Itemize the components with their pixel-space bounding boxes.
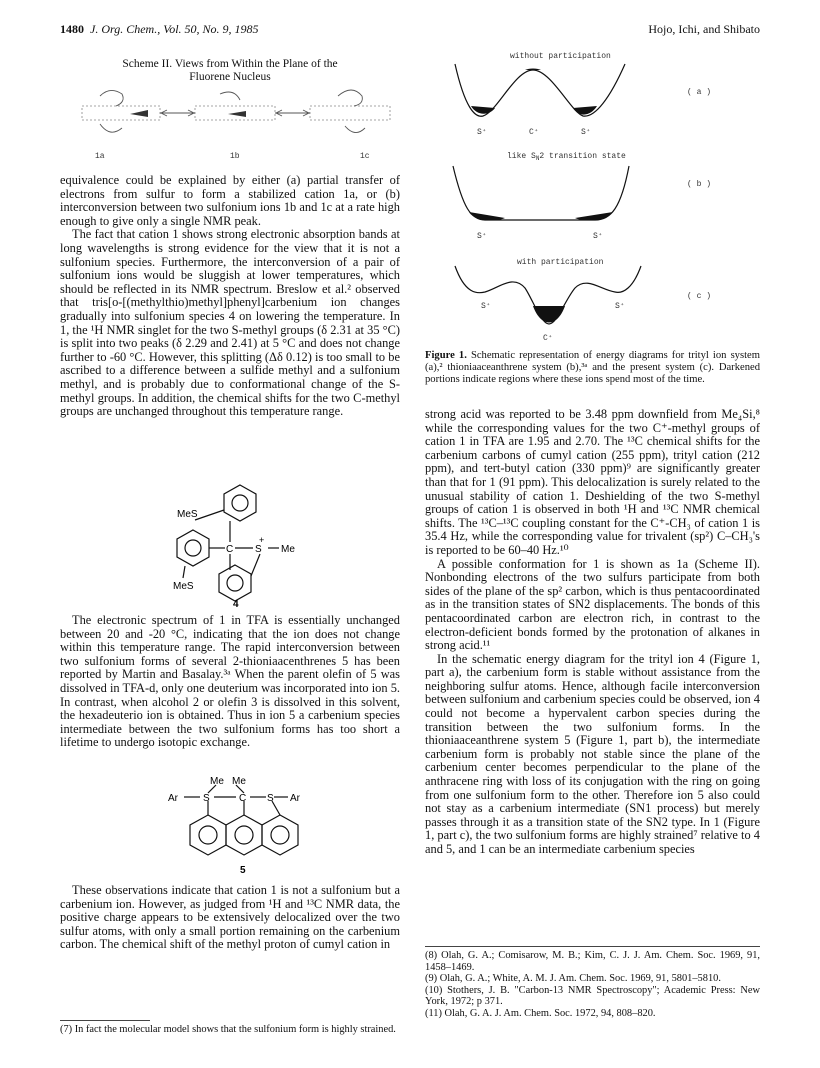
paragraph: In the schematic energy diagram for the trityl ion 4 (Figure 1, part a), the carbenium form is stable without assistance from the neighboring sulfur atoms. Hence, although facile interconversion between sulfonium and carbenium species could be observed, ion 4 could not become a hypervalent carbon species during the transition between the two sulfonium forms. In the thioniaaceanthrene system 5 (Figure 1, part b), the intermediate carbenium form is probably not stable since the plane of the carbenium center becomes perpendicular to the plane of the anthracene ring with loss of its conjugation with the ring on going from one sulfonium form to the other. Therefore ion 5 also could not stay as a carbenium intermediate (SN1 process) but merely passes through it as a transition state of the SN2 type. In 1 (Figure 1, part c), the two sulfonium forms are highly strained⁷ relative to 4 and 5, and 1 can be an intermediate carbenium species	[425, 651, 760, 856]
paragraph: The electronic spectrum of 1 in TFA is essentially unchanged between 20 and -20 °C, indicating that the ion does not change within this temperature range. The rapid interconversion between two sulfonium forms of several 2-thioniaacenthrenes 5 has been reported by Martin and Basalay.³ᵃ When the parent olefin of 5 was dissolved in TFA-d, only one deuterium was incorporated into ion 5. In contrast, when alcohol 2 or olefin 3 is dissolved in this solvent, the hexadeuterio ion is obtained. Thus in ion 5 a carbenium species intermediate between the two sulfonium forms has too short a lifetime to undergo isotopic exchange.	[60, 613, 400, 750]
footnotes-right	[425, 950, 760, 1020]
diagram-b-tag: ( b )	[687, 180, 712, 189]
diagram-c-s-left: S⁺	[481, 302, 491, 311]
figure-1-caption	[425, 350, 760, 385]
scheme-title-line2: Fluorene Nucleus	[189, 71, 271, 83]
paragraph: These observations indicate that cation 1 is not a sulfonium but a carbenium ion. However, as judged from ¹H and ¹³C NMR data, the positive charge appears to be extensively delocalized over the two sulfur atoms, with only a small portion remaining on the carbenium carbon. The chemical shift of the methyl proton of cumyl cation in	[60, 883, 400, 952]
left-column-text-middle	[60, 614, 400, 750]
diagram-b-s-right: S⁺	[593, 232, 603, 241]
footnote-rule-left	[60, 1020, 150, 1021]
s5-s1: S	[203, 793, 210, 804]
diagram-a-c: C⁺	[529, 128, 539, 137]
footnote-rule-right	[425, 946, 760, 947]
s4-c: C	[226, 544, 234, 555]
s5-s2: S	[267, 793, 274, 804]
figure-1-energy-diagrams	[425, 48, 760, 348]
footnote: (11) Olah, G. A. J. Am. Chem. Soc. 1972, 94, 808–820.	[425, 1007, 656, 1019]
figure-caption-text: Schematic representation of energy diagrams for trityl ion system (a),² thioniaaceanthrene system (b),³ᵃ and the present system (c). Darkened portions indicate regions where these ions spend most of the time.	[425, 350, 760, 385]
diagram-c-s-right: S⁺	[615, 302, 625, 311]
diagram-c-c: C⁺	[543, 334, 553, 343]
footnote: (8) Olah, G. A.; Comisarow, M. B.; Kim, C. J. J. Am. Chem. Soc. 1969, 91, 1458–1469.	[425, 950, 760, 973]
scheme-caption	[60, 58, 400, 84]
footnotes-left	[60, 1024, 400, 1036]
s4-mes-top: MeS	[177, 509, 198, 520]
diagram-a-title: without participation	[510, 52, 611, 61]
diagram-c-title: with participation	[517, 258, 604, 267]
diagram-a	[455, 52, 711, 137]
s4-label: 4	[233, 599, 239, 610]
s5-ar2: Ar	[290, 793, 300, 804]
running-header	[60, 22, 760, 42]
s5-ar1: Ar	[168, 793, 178, 804]
journal-name: J. Org. Chem., Vol. 50, No. 9, 1985	[90, 22, 259, 36]
footnote: (10) Stothers, J. B. "Carbon-13 NMR Spectroscopy"; Academic Press: New York, 1972; p 371.	[425, 984, 760, 1008]
scheme-title-line1: Scheme II. Views from Within the Plane of the	[122, 58, 338, 70]
s5-me1: Me	[210, 776, 224, 787]
svg-text:1b: 1b	[230, 152, 240, 161]
diagram-a-s-left: S⁺	[477, 128, 487, 137]
s4-plus: +	[259, 535, 265, 545]
structure-5	[168, 776, 318, 877]
diagram-a-s-right: S⁺	[581, 128, 591, 137]
structure-4	[155, 480, 315, 610]
paragraph: The fact that cation 1 shows strong electronic absorption bands at long wavelengths is strong evidence for the view that it is not a sulfonium species. Furthermore, the interconversion of a pair of sulfonium ions would be sluggish at lower temperatures, which should be reflected in its NMR spectrum. Breslow et al.² observed that tris[o-[(methylthio)methyl]phenyl]carbenium ion changes gradually into sulfonium species 4 on lowering the temperature. In 1, the ¹H NMR singlet for the two S-methyl groups (δ 2.31 at 35 °C) is split into two peaks (δ 2.29 and 2.41) at 5 °C and does not change further to -60 °C. However, this splitting (Δδ 0.12) is too small to be ascribed to a difference between a sulfide methyl and a sulfonium methyl, and is probably due to conformational change of the S-methyl groups. In addition, the chemical shifts for the two C-methyl groups are unchanged throughout this temperature range.	[60, 227, 400, 419]
diagram-b-s-left: S⁺	[477, 232, 487, 241]
svg-text:1a: 1a	[95, 152, 105, 161]
footnote: (9) Olah, G. A.; White, A. M. J. Am. Chem. Soc. 1969, 91, 5801–5810.	[425, 973, 721, 985]
s5-c: C	[239, 793, 247, 804]
diagram-b	[453, 152, 711, 241]
s5-label: 5	[240, 865, 246, 876]
s4-mes-bottom: MeS	[173, 581, 194, 592]
page-number: 1480	[60, 22, 84, 36]
s4-me: Me	[281, 544, 295, 555]
s5-me2: Me	[232, 776, 246, 787]
left-column-text-lower	[60, 884, 400, 952]
svg-text:1c: 1c	[360, 152, 370, 161]
right-column-text	[425, 408, 760, 857]
diagram-a-tag: ( a )	[687, 88, 712, 97]
diagram-c	[455, 258, 711, 343]
s4-s: S	[255, 544, 262, 555]
diagram-b-title: like $S_N2$ transition state	[507, 152, 626, 162]
paragraph: A possible conformation for 1 is shown as 1a (Scheme II). Nonbonding electrons of the two sulfurs participate from both sides of the plane of the sp² carbon, which is thus pentacoordinated as in the transition states of SN2 displacements. The bonds of this pentacoordinated carbon are electron rich, in contrast to the electron-deficient bonds formed by the protonation of alkanes in strong acid.¹¹	[425, 556, 760, 653]
author-header: Hojo, Ichi, and Shibato	[648, 22, 760, 36]
paragraph: equivalence could be explained by either (a) partial transfer of electrons from sulfur to form a stabilized cation 1a, or (b) interconversion between two sulfonium ions 1b and 1c at a rate high enough to give only a single NMR peak.	[60, 173, 400, 228]
figure-caption-label: Figure 1.	[425, 350, 467, 361]
diagram-c-tag: ( c )	[687, 292, 712, 301]
footnote: (7) In fact the molecular model shows that the sulfonium form is highly strained.	[60, 1024, 396, 1035]
paragraph: strong acid was reported to be 3.48 ppm downfield from Me₄Si,⁸ while the corresponding values for the two C⁺-methyl groups of cation 1 in TFA are 1.95 and 2.70. The ¹³C chemical shifts for the carbenium carbons of cumyl cation (255 ppm), trityl cation (212 ppm), and tert-butyl cation (330 ppm)⁹ are significantly greater than that for 1 (91 ppm). This delocalization is surely related to the unusual stability of cation 1. Deshielding of the two S-methyl groups of cation 1 is observed in both ¹H and ¹³C NMR chemical shifts. The ¹³C–¹³C coupling constant for the C⁺-CH₃ of cation 1 is 35.4 Hz, while the corresponding value for trivalent (sp²) C–CH₃'s is reported to be 60–40 Hz.¹⁰	[425, 407, 760, 557]
left-column-text-upper	[60, 174, 400, 419]
journal-header	[60, 22, 259, 37]
scheme-ii-drawing	[60, 84, 400, 168]
